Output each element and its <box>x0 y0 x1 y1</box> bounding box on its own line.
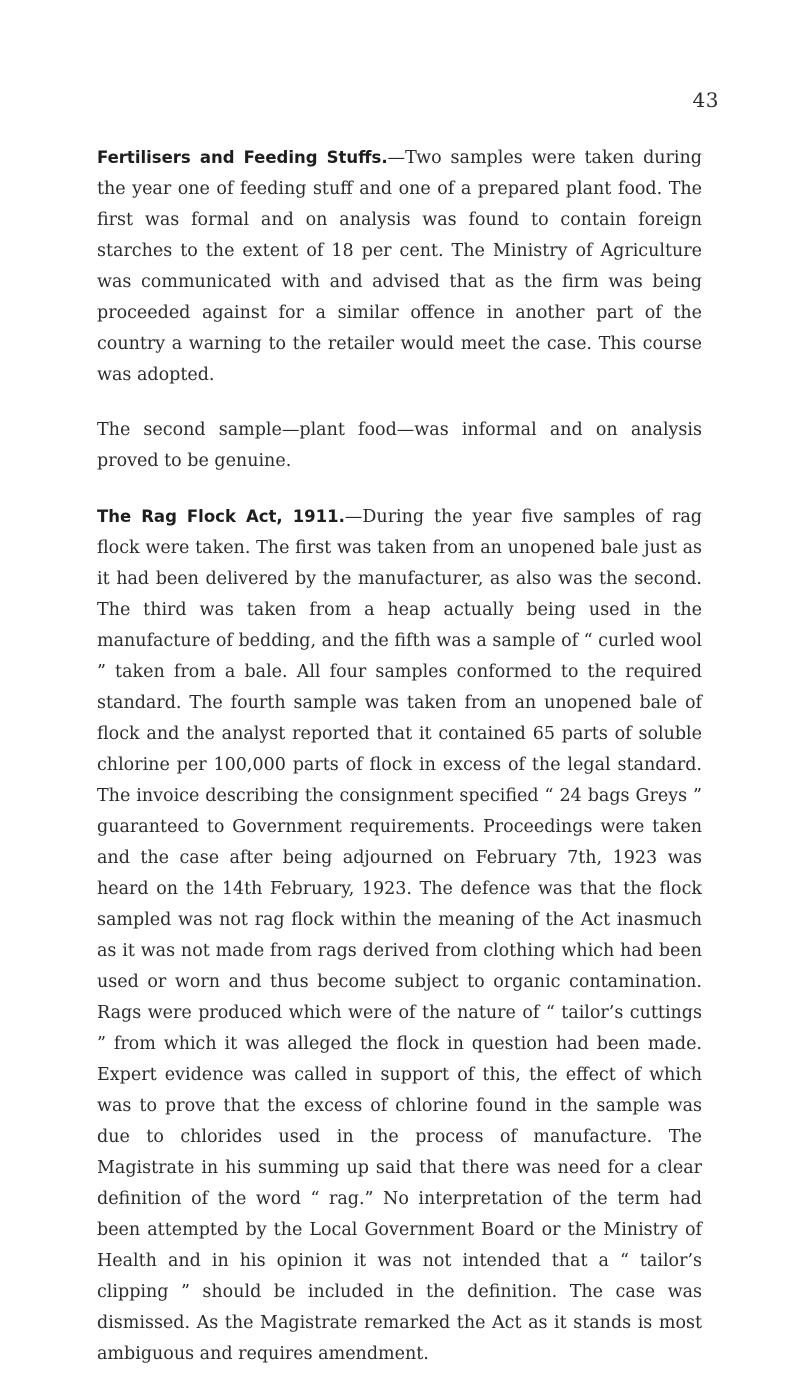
paragraph-text: The second sample—plant food—was informal and on analysis proved to be genuine. <box>97 420 702 471</box>
paragraph-rag-flock <box>97 501 702 1370</box>
document-body <box>97 142 702 1394</box>
section-heading-fertilisers: Fertilisers and Feeding Stuffs. <box>97 148 388 167</box>
page-number: 43 <box>692 88 719 112</box>
paragraph-second-sample <box>97 415 702 477</box>
paragraph-text: —During the year five samples of rag flock were taken. The first was taken from an unopened bale just as it had been delivered by the manufacturer, as also was the second. The third was taken from a heap actually being used in the manufacture of bedding, and the fifth was a sample of “ curled wool ” taken from a bale. All four samples conformed to the required standard. The fourth sample was taken from an unopened bale of flock and the analyst reported that it contained 65 parts of soluble chlorine per 100,000 parts of flock in excess of the legal standard. The invoice describing the consignment specified “ 24 bags Greys ” guaranteed to Government requirements. Proceedings were taken and the case after being adjourned on February 7th, 1923 was heard on the 14th February, 1923. The defence was that the flock sampled was not rag flock within the meaning of the Act inasmuch as it was not made from rags derived from clothing which had been used or worn and thus become subject to organic contamination. Rags were produced which were of the nature of “ tailor’s cuttings ” from which it was alleged the flock in question had been made. Expert evidence was called in support of this, the effect of which was to prove that the excess of chlorine found in the sample was due to chlorides used in the process of manufacture. The Magistrate in his summing up said that there was need for a clear definition of the word “ rag.” No interpretation of the term had been attempted by the Local Government Board or the Ministry of Health and in his opinion it was not intended that a “ tailor’s clipping ” should be included in the definition. The case was dismissed. As the Magistrate remarked the Act as it stands is most ambiguous and requires amendment. <box>97 507 703 1364</box>
paragraph-fertilisers <box>97 142 702 391</box>
section-heading-rag-flock: The Rag Flock Act, 1911. <box>97 507 345 526</box>
paragraph-text: —Two samples were taken during the year one of feeding stuff and one of a prepared plant food. The first was formal and on analysis was found to contain foreign starches to the extent of 18 per cent. The Ministry of Agriculture was communicated with and advised that as the firm was being proceeded against for a similar offence in another part of the country a warning to the retailer would meet the case. This course was adopted. <box>97 148 702 385</box>
